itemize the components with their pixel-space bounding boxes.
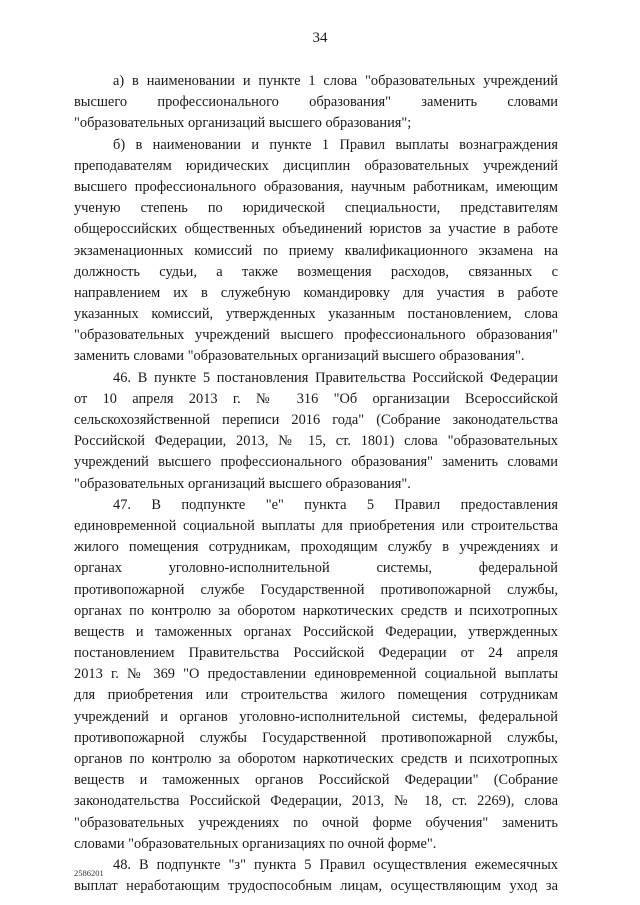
text-line: экзаменационных комиссий по приему квалификационного экзамена на	[74, 242, 558, 259]
text-line: органах по контролю за оборотом наркотических средств и психотропных	[74, 602, 558, 619]
text-line: "образовательных организаций высшего образования";	[74, 115, 412, 132]
text-line: органов по контролю за оборотом наркотических средств и психотропных	[74, 751, 558, 767]
text-line: "образовательных учреждений высшего профессионального образования"	[74, 327, 558, 344]
paragraph-item-48	[74, 855, 558, 897]
paragraph-item-46	[74, 368, 558, 495]
text-line: веществ и таможенных органах Российской Федерации, утвержденных	[74, 623, 558, 640]
text-line: учреждений высшего профессионального образования" заменить словами	[74, 454, 558, 471]
paragraph-item-a	[74, 71, 558, 135]
text-line: 46. В пункте 5 постановления Правительства Российской Федерации	[113, 369, 558, 386]
text-line: единовременной социальной выплаты для приобретения или строительства	[74, 517, 558, 534]
text-line: противопожарной службе Государственной противопожарной службы,	[74, 581, 558, 598]
text-line: а) в наименовании и пункте 1 слова "образовательных учреждений	[113, 73, 558, 89]
document-code: 2586201	[74, 868, 104, 878]
text-line: 2013 г. № 369 "О предоставлении единовременной социальной выплаты	[74, 666, 558, 683]
text-line: сельскохозяйственной переписи 2016 года" (Собрание законодательства	[74, 412, 558, 428]
text-line: противопожарной службы Государственной противопожарной службы,	[74, 729, 558, 746]
text-line: выплат неработающим трудоспособным лицам, осуществляющим уход за	[74, 878, 558, 895]
paragraph-item-47	[74, 495, 558, 855]
text-line: органах уголовно-исполнительной системы, федеральной	[74, 560, 558, 577]
text-line: направлением их в служебную командировку для участия в работе	[74, 284, 558, 301]
text-line: постановлением Правительства Российской Федерации от 24 апреля	[74, 645, 558, 662]
text-line: заменить словами "образовательных организаций высшего образования".	[74, 348, 525, 365]
document-body	[74, 71, 558, 897]
text-line: жилого помещения сотрудникам, проходящим службу в учреждениях и	[74, 539, 558, 556]
page-number: 34	[312, 30, 328, 46]
text-line: высшего профессионального образования" заменить словами	[74, 94, 558, 111]
text-line: "образовательных учреждениях по очной форме обучения" заменить	[74, 814, 558, 831]
text-line: должность судьи, а также возмещения расходов, связанных с	[74, 263, 558, 280]
text-line: "образовательных организаций высшего образования".	[74, 475, 411, 492]
text-line: законодательства Российской Федерации, 2013, № 18, ст. 2269), слова	[74, 793, 558, 810]
text-line: ученую степень по юридической специальности, представителям	[74, 200, 558, 217]
text-line: 48. В подпункте "з" пункта 5 Правил осуществления ежемесячных	[113, 856, 558, 873]
text-line: веществ и таможенных органов Российской Федерации" (Собрание	[74, 772, 558, 789]
text-line: учреждений и органов уголовно-исполнительной системы, федеральной	[74, 708, 558, 725]
text-line: высшего профессионального образования, научным работникам, имеющим	[74, 178, 558, 195]
text-line: указанных комиссий, утвержденных указанным постановлением, слова	[74, 306, 558, 323]
text-line: преподавателям юридических дисциплин образовательных учреждений	[74, 157, 558, 174]
text-line: от 10 апреля 2013 г. № 316 "Об организации Всероссийской	[74, 390, 558, 407]
text-line: для приобретения или строительства жилого помещения сотрудникам	[74, 687, 558, 704]
text-line: Российской Федерации, 2013, № 15, ст. 1801) слова "образовательных	[74, 433, 558, 450]
text-line: словами "образовательных организациях по очной форме".	[74, 835, 437, 852]
text-line: общероссийских общественных объединений юристов за участие в работе	[74, 221, 558, 238]
text-line: 47. В подпункте "е" пункта 5 Правил предоставления	[113, 496, 558, 513]
paragraph-item-b	[74, 135, 558, 368]
text-line: б) в наименовании и пункте 1 Правил выплаты вознаграждения	[113, 136, 558, 153]
